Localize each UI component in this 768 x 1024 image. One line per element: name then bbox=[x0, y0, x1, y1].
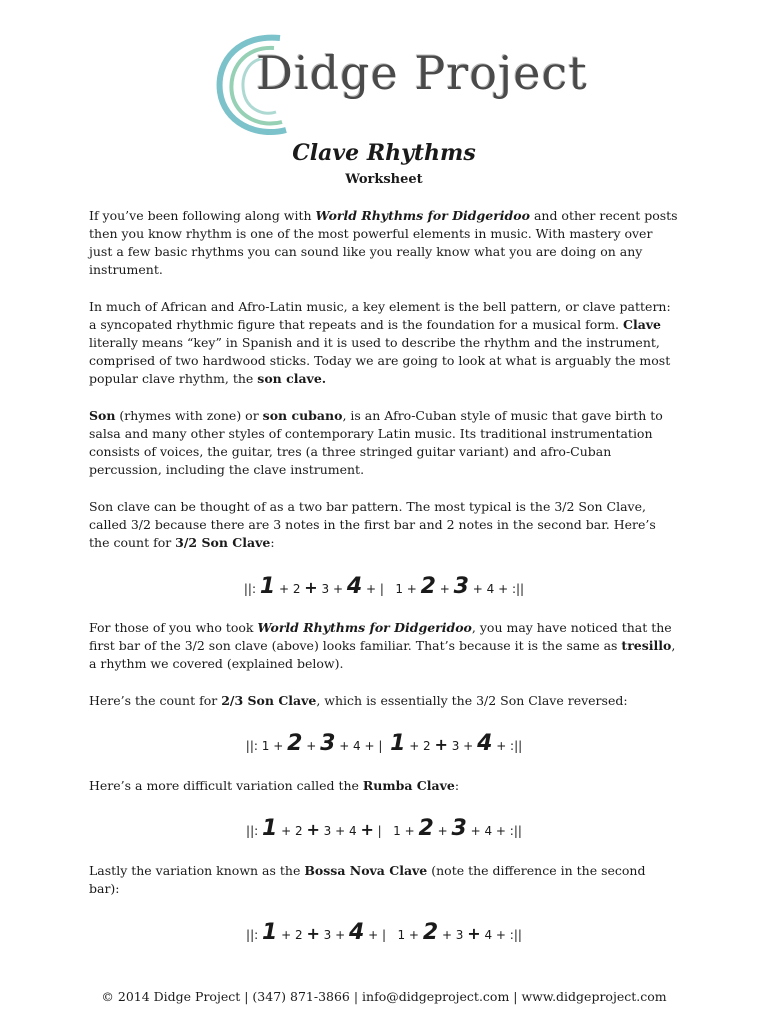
count-text: ||: 1 + bbox=[245, 739, 288, 753]
count-text: 4 + :|| bbox=[480, 928, 522, 942]
count-text: ||: bbox=[246, 928, 262, 942]
count-text: + 3 bbox=[438, 928, 468, 942]
count-accent: 4 bbox=[349, 920, 365, 945]
paragraph-tresillo: For those of you who took World Rhythms for Didgeridoo, you may have noticed that the first bar of the 3/2 son clave (above) looks familiar. That’s because it is the same as tresillo, a rhythm we covered (explained below). bbox=[89, 620, 676, 671]
logo-text: Didge Project bbox=[256, 46, 588, 100]
count-text: ||: bbox=[243, 582, 260, 596]
count-accent: 1 bbox=[262, 920, 278, 945]
count-plus-accent: + bbox=[467, 924, 481, 943]
page-subtitle: Worksheet bbox=[345, 172, 423, 187]
count-text: 3 + bbox=[317, 582, 347, 596]
count-accent: 2 bbox=[418, 816, 434, 841]
count-bossa-nova-clave bbox=[0, 920, 768, 945]
count-accent: 3 bbox=[320, 731, 336, 756]
count-accent: 1 bbox=[390, 731, 406, 756]
count-text: 3 + bbox=[447, 739, 478, 753]
footer-contact: © 2014 Didge Project | (347) 871-3866 | info@didgeproject.com | www.didgeproject.com bbox=[101, 989, 667, 1004]
count-accent: 3 bbox=[451, 816, 467, 841]
count-accent: 4 bbox=[477, 731, 493, 756]
count-text: 3 + 4 bbox=[319, 824, 361, 838]
count-text: + 2 bbox=[277, 928, 307, 942]
count-3-2-son-clave bbox=[0, 574, 768, 599]
count-plus-accent: + bbox=[306, 820, 320, 839]
paragraph-rumba: Here’s a more difficult variation called the Rumba Clave: bbox=[89, 778, 460, 793]
count-accent: 1 bbox=[262, 816, 278, 841]
paragraph-clave: In much of African and Afro-Latin music, a key element is the bell pattern, or clave pattern: a syncopated rhythmic figure that repeats and is the foundation for a musical form. Clave literally means “key” in Spanish and it is used to describe the rhythm and the instrument, comprised of two hardwood sticks. Today we are going to look at what is arguably the most popular clave rhythm, the son clave. bbox=[89, 299, 671, 386]
count-2-3-son-clave bbox=[0, 731, 768, 756]
page-title: Clave Rhythms bbox=[292, 140, 476, 166]
count-text: + | 1 + bbox=[362, 582, 421, 596]
count-text: | 1 + bbox=[373, 824, 419, 838]
count-accent: 2 bbox=[422, 920, 439, 945]
paragraph-son: Son (rhymes with zone) or son cubano, is an Afro-Cuban style of music that gave birth to salsa and many other styles of contemporary Latin music. Its traditional instrumentation consists of voices, the guitar, tres (a three stringed guitar variant) and afro-Cuban percussion, including the clave instrument. bbox=[89, 408, 663, 477]
count-text: ||: bbox=[246, 824, 262, 838]
count-text: + 2 bbox=[277, 824, 307, 838]
count-accent: 2 bbox=[287, 731, 303, 756]
count-rumba-clave bbox=[0, 816, 768, 841]
didge-project-logo bbox=[210, 30, 588, 142]
count-accent: 4 bbox=[346, 574, 363, 599]
count-text: + 4 + | bbox=[335, 739, 391, 753]
paragraph-intro: If you’ve been following along with World Rhythms for Didgeridoo and other recent posts then you know rhythm is one of the most powerful elements in music. With mastery over just a few basic rhythms you can sound like you really know what you are doing on any instrument. bbox=[89, 208, 678, 277]
paragraph-bossa-nova: Lastly the variation known as the Bossa Nova Clave (note the difference in the second bar): bbox=[89, 863, 646, 896]
count-plus-accent: + bbox=[304, 578, 318, 597]
count-plus-accent: + bbox=[360, 820, 374, 839]
count-plus-accent: + bbox=[306, 924, 320, 943]
count-text: + :|| bbox=[492, 739, 523, 753]
count-text: 3 + bbox=[319, 928, 349, 942]
count-text: + | 1 + bbox=[364, 928, 423, 942]
count-text: + 2 bbox=[405, 739, 435, 753]
count-text: + 2 bbox=[275, 582, 305, 596]
count-text: + 4 + :|| bbox=[468, 582, 525, 596]
count-text: + bbox=[435, 582, 454, 596]
count-text: + bbox=[302, 739, 321, 753]
count-text: + 4 + :|| bbox=[466, 824, 522, 838]
count-accent: 1 bbox=[259, 574, 276, 599]
count-accent: 3 bbox=[453, 574, 469, 599]
paragraph-son-clave: Son clave can be thought of as a two bar pattern. The most typical is the 3/2 Son Clave, called 3/2 because there are 3 notes in the first bar and 2 notes in the second bar. Here’s the count for 3/2 Son Clave: bbox=[89, 499, 656, 550]
count-plus-accent: + bbox=[434, 735, 448, 754]
count-text: + bbox=[433, 824, 452, 838]
paragraph-2-3: Here’s the count for 2/3 Son Clave, which is essentially the 3/2 Son Clave reversed: bbox=[89, 693, 628, 708]
count-accent: 2 bbox=[420, 574, 436, 599]
